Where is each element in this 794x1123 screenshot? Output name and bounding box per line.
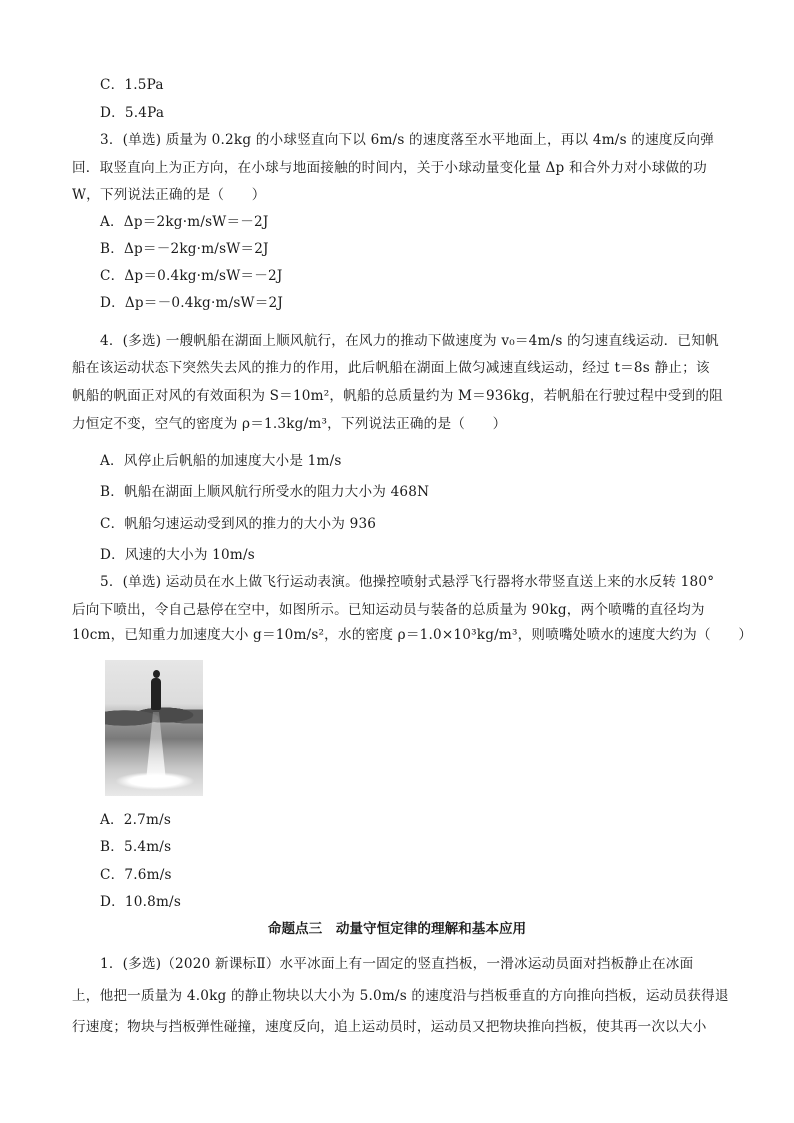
option-d-q4: D．风速的大小为 10m/s — [100, 547, 255, 563]
athlete-figure — [151, 678, 161, 710]
question-4-line-4: 力恒定不变，空气的密度为 ρ＝1.3kg/m³，下列说法正确的是（ ） — [72, 416, 507, 432]
question-3-line-1: 3．(单选) 质量为 0.2kg 的小球竖直向下以 6m/s 的速度落至水平地面上，再以 4m/s 的速度反向弹 — [100, 132, 715, 148]
option-c-q2: C．1.5Pa — [100, 77, 164, 93]
question-5-line-2: 后向下喷出，令自己悬停在空中，如图所示。已知运动员与装备的总质量为 90kg，两个喷嘴的直径均为 — [72, 602, 705, 618]
option-c-q3: C．Δp＝0.4kg·m/sW＝－2J — [100, 268, 283, 284]
option-c-q5: C．7.6m/s — [100, 867, 172, 883]
option-a-q5: A．2.7m/s — [100, 812, 172, 828]
option-b-q4: B．帆船在湖面上顺风航行所受水的阻力大小为 468N — [100, 484, 430, 500]
option-b-q5: B．5.4m/s — [100, 839, 172, 855]
option-c-q4: C．帆船匀速运动受到风的推力的大小为 936 — [100, 516, 377, 532]
question-4-line-1: 4．(多选) 一艘帆船在湖面上顺风航行，在风力的推动下做速度为 v₀＝4m/s 的匀速直线运动．已知帆 — [100, 333, 719, 349]
question-4-line-3: 帆船的帆面正对风的有效面积为 S＝10m²，帆船的总质量约为 M＝936kg，若帆船在行驶过程中受到的阻 — [72, 388, 723, 404]
option-a-q4: A．风停止后帆船的加速度大小是 1m/s — [100, 453, 342, 469]
question-3-line-2: 回．取竖直向上为正方向，在小球与地面接触的时间内，关于小球动量变化量 Δp 和合外力对小球做的功 — [72, 160, 707, 176]
option-d-q2: D．5.4Pa — [100, 105, 165, 121]
question-3-line-3: W，下列说法正确的是（ ） — [72, 187, 266, 203]
flyboard-photo — [105, 660, 203, 796]
question-5-line-3: 10cm，已知重力加速度大小 g＝10m/s²，水的密度 ρ＝1.0×10³kg/m³，则喷嘴处喷水的速度大约为（ ） — [72, 627, 753, 643]
section-question-1-line-3: 行速度；物块与挡板弹性碰撞，速度反向，追上运动员时，运动员又把物块推向挡板，使其再一次以大小 — [72, 1019, 707, 1035]
water-splash — [115, 772, 195, 790]
question-5-line-1: 5．(单选) 运动员在水上做飞行运动表演。他操控喷射式悬浮飞行器将水带竖直送上来的水反转 180° — [100, 574, 715, 590]
question-4-line-2: 船在该运动状态下突然失去风的推力的作用，此后帆船在湖面上做匀减速直线运动，经过 t＝8s 静止；该 — [72, 360, 710, 376]
option-d-q5: D．10.8m/s — [100, 894, 182, 910]
section-question-1-line-2: 上，他把一质量为 4.0kg 的静止物块以大小为 5.0m/s 的速度沿与挡板垂直的方向推向挡板，运动员获得退 — [72, 988, 729, 1004]
section-question-1-line-1: 1．(多选)（2020 新课标Ⅱ）水平冰面上有一固定的竖直挡板，一滑冰运动员面对挡板静止在冰面 — [100, 956, 694, 972]
section-heading: 命题点三 动量守恒定律的理解和基本应用 — [267, 921, 527, 937]
option-b-q3: B．Δp＝－2kg·m/sW＝2J — [100, 241, 269, 257]
option-a-q3: A．Δp＝2kg·m/sW＝－2J — [100, 214, 269, 230]
option-d-q3: D．Δp＝－0.4kg·m/sW＝2J — [100, 295, 283, 311]
